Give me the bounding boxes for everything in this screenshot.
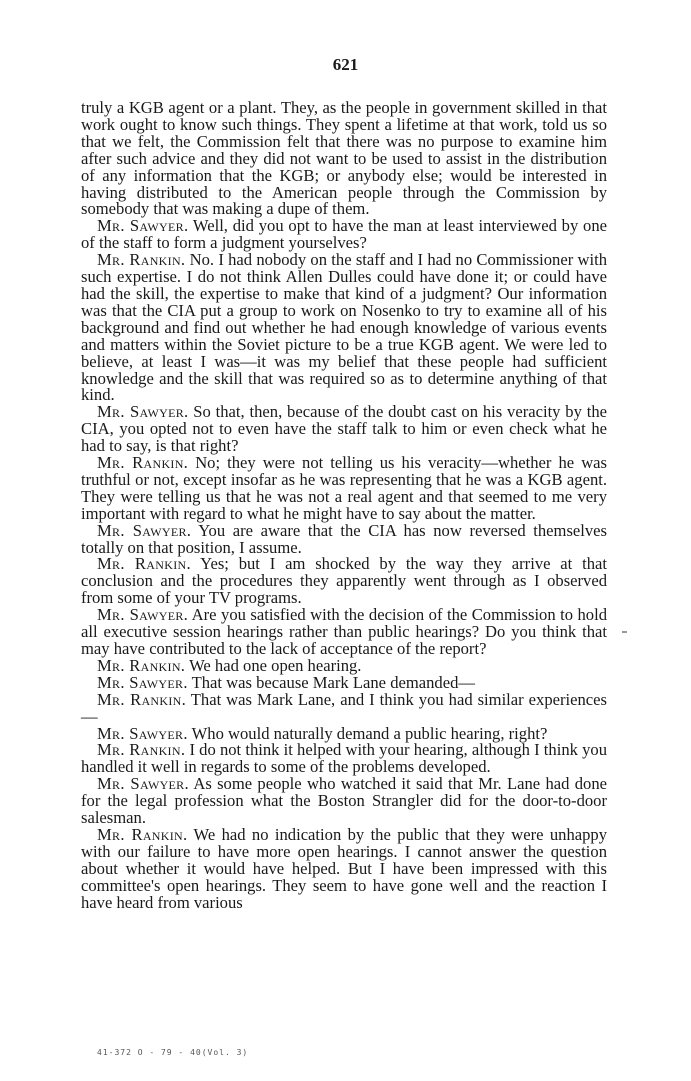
paragraph xyxy=(81,607,607,658)
paragraph xyxy=(81,404,607,455)
paragraph xyxy=(81,252,607,404)
paragraph-text: So that, then, because of the doubt cast on his veracity by the CIA, you opted not to even have the staff talk to him or even check what he had to say, is that right? xyxy=(81,402,607,456)
speaker-label: Mr. Rankin. xyxy=(97,554,191,574)
paragraph-text: No; they were not telling us his veracity—whether he was truthful or not, except insofar as he was representing that he was a KGB agent. They were telling us that he was not a real agent and that seemed to me very important with regard to what he might have to say about the matter. xyxy=(81,453,607,523)
print-footer: 41-372 O - 79 - 40(Vol. 3) xyxy=(97,1048,249,1057)
transcript-body xyxy=(81,100,607,912)
paragraph-text: Well, did you opt to have the man at least interviewed by one of the staff to form a judgment yourselves? xyxy=(81,216,607,253)
page-number: 621 xyxy=(332,55,359,74)
paragraph-text: We had one open hearing. xyxy=(185,655,362,675)
speaker-label: Mr. Rankin. xyxy=(97,655,186,675)
speaker-label: Mr. Sawyer. xyxy=(97,605,189,625)
paragraph-text: No. I had nobody on the staff and I had no Commissioner with such expertise. I do not think Allen Dulles could have done it; or could have had the skill, the expertise to make that kind of a judgment? Our information was that the CIA put a group to work on Nosenko to try to examine all of his background and find out whether he had enough knowledge of various events and matters within the Soviet picture to be a true KGB agent. We were led to believe, at least I was—it was my belief that these people had sufficient knowledge and the skill that was required so as to determine anything of that kind. xyxy=(81,250,607,405)
paragraph-text: You are aware that the CIA has now reversed themselves totally on that position, I assume. xyxy=(81,520,607,557)
paragraph-text: Are you satisfied with the decision of the Commission to hold all executive session hearings rather than public hearings? Do you think that may have contributed to the lack of acceptance of the report? xyxy=(81,605,608,658)
paragraph xyxy=(81,520,607,557)
paragraph xyxy=(81,776,607,827)
speaker-label: Mr. Sawyer. xyxy=(97,520,192,540)
paragraph-text: Who would naturally demand a public hearing, right? xyxy=(187,723,548,743)
paragraph xyxy=(81,100,607,218)
paragraph-text: We had no indication by the public that they were unhappy with our failure to have more open hearings. I cannot answer the question about whether it would have helped. But I have been impressed with this committee's open hearings. They seem to have gone well and the reaction I have heard from various xyxy=(81,824,607,912)
speaker-label: Mr. Sawyer. xyxy=(97,723,188,743)
paragraph xyxy=(81,742,607,776)
paragraph xyxy=(81,824,607,912)
speaker-label: Mr. Rankin. xyxy=(97,250,186,270)
speaker-label: Mr. Sawyer. xyxy=(97,774,189,794)
paragraph xyxy=(81,556,607,607)
paragraph-text: I do not think it helped with your hearing, although I think you handled it well in regards to some of the problems developed. xyxy=(81,740,607,777)
paragraph xyxy=(81,689,607,726)
paragraph-text: Yes; but I am shocked by the way they arrive at that conclusion and the procedures they apparently went through as I observed from some of your TV programs. xyxy=(81,554,607,608)
speaker-label: Mr. Sawyer. xyxy=(97,402,189,422)
speaker-label: Mr. Rankin. xyxy=(97,740,186,760)
speaker-label: Mr. Rankin. xyxy=(97,689,187,709)
speaker-label: Mr. Rankin. xyxy=(97,824,188,844)
margin-mark xyxy=(622,631,627,633)
paragraph-text: As some people who watched it said that Mr. Lane had done for the legal profession what the Boston Strangler did for the door-to-door salesman. xyxy=(81,774,608,828)
speaker-label: Mr. Rankin. xyxy=(97,453,189,473)
paragraph xyxy=(81,455,607,523)
paragraph-text: That was because Mark Lane demanded— xyxy=(187,672,475,692)
paragraph-text: truly a KGB agent or a plant. They, as the people in government skilled in that work ought to know such things. They spent a lifetime at that work, told us so that we felt, the Commission felt that there was no purpose to examine him after such advice and they did not want to be used to assist in the distribution of any information that the KGB; or anybody else; would be interested in having distributed to the American people through the Commission by somebody that was making a dupe of them. xyxy=(81,98,607,219)
speaker-label: Mr. Sawyer. xyxy=(97,672,188,692)
paragraph xyxy=(81,218,607,252)
speaker-label: Mr. Sawyer. xyxy=(97,216,189,236)
paragraph-text: That was Mark Lane, and I think you had similar experiences— xyxy=(81,689,607,726)
